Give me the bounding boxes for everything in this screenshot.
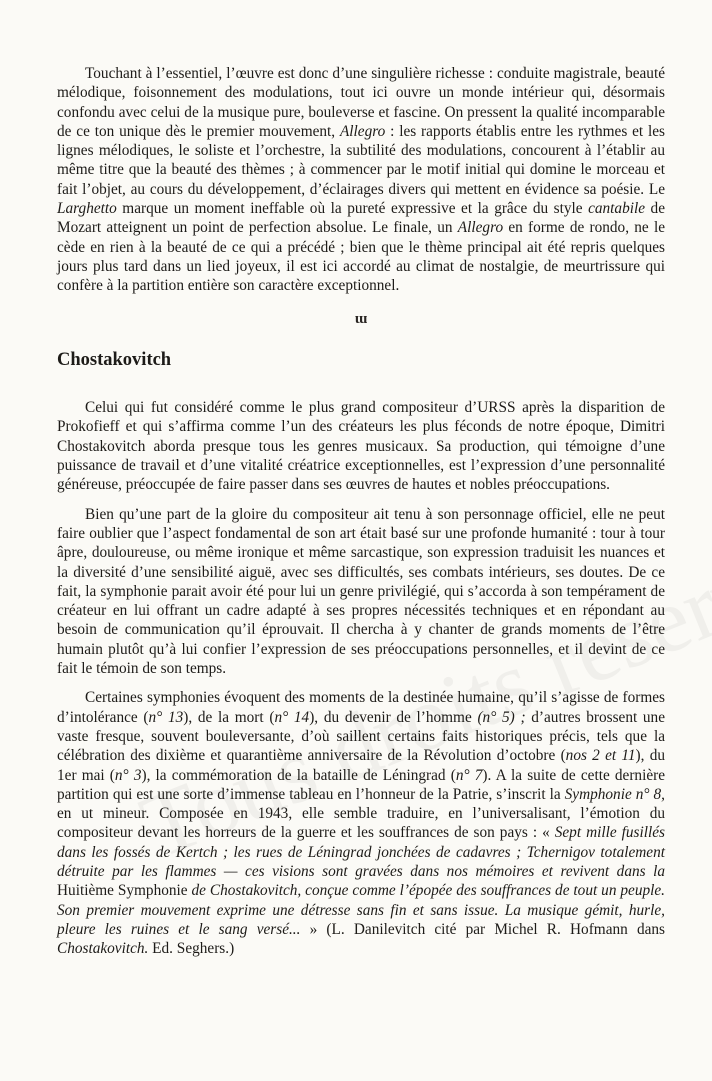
book-title: Chostakovitch. bbox=[57, 940, 149, 958]
italic-term: Allegro bbox=[457, 219, 504, 237]
text-run: de Mozart atteignent un point de perfection absolue. Le finale, un bbox=[57, 200, 665, 237]
body-paragraph-2: Bien qu’une part de la gloire du compositeur ait tenu à son personnage officiel, elle ne peut faire oublier que l’aspect fondamental de son art était basé sur une profonde humanité : tour à tour âpre, douloureuse, ou même ironique et même sarcastique, son expression traduisit les nuances et la diversité d’une sensibilité aiguë, avec ses difficultés, ses combats intérieurs, ses doutes. De ce fait, la symphonie parait avoir été pour lui un genre privilégié, qui s’accorda à son tempérament de créateur en lui offrant un cadre adapté à ses propres nécessités techniques et en répondant au besoin de communication qu’il éprouvait. Il chercha à y chanter de grands moments de l’être humain plutôt qu’à lui confier l’expression de ses préoccupations personnelles, et il devint de ce fait le témoin de son temps. bbox=[57, 505, 665, 678]
symphony-ref: nos 2 et 11 bbox=[565, 747, 636, 765]
text-run: » (L. Danilevitch cité par Michel R. Hofmann dans bbox=[300, 920, 665, 938]
text-run: ), la commémoration de la bataille de Léningrad ( bbox=[141, 766, 456, 784]
text-run: ), de la mort ( bbox=[183, 708, 275, 726]
document-page bbox=[57, 64, 665, 958]
text-run: en ut mineur. Composée en 1943, elle semble traduire, en l’universalisant, l’émotion du compositeur devant les horreurs de la guerre et les souffrances de son pays : « bbox=[57, 805, 665, 842]
italic-term: Larghetto bbox=[57, 200, 117, 218]
text-run: : les rapports établis entre les rythmes et les lignes mélodiques, le soliste et l’orchestre, la subtilité des modulations, concourent à l’établir au même titre que la beauté des thèmes ; à commencer par le motif initial qui domine le morceau et fait l’objet, au cours du développement, d’éclairages divers qui mettent en évidence sa poésie. Le bbox=[57, 122, 665, 198]
symphony-ref: Symphonie n° 8, bbox=[564, 785, 665, 803]
text-run: ), du 1er mai ( bbox=[57, 747, 665, 784]
symphony-ref: n° 3 bbox=[114, 766, 142, 784]
text-run: Certaines symphonies évoquent des moments de la destinée humaine, qu’il s’agisse de formes d’intolérance ( bbox=[57, 689, 665, 726]
text-run: en forme de rondo, ne le cède en rien à la beauté de ce qui a précédé ; bien que le thème principal ait été repris quelques jours plus tard dans un lied joyeux, il est ici accordé au climat de nostalgie, de meurtrissure qui confère à la partition entière son caractère exceptionnel. bbox=[57, 219, 665, 295]
text-run: d’autres brossent une vaste fresque, souvent bouleversante, d’où saillent certains faits historiques précis, tels que la célébration des dixième et quarantième anniversaire de la Révolution d’octobre ( bbox=[57, 708, 665, 765]
symphony-ref: n° 13 bbox=[148, 708, 184, 726]
body-paragraph-1: Celui qui fut considéré comme le plus grand compositeur d’URSS après la disparition de Prokofieff et qui s’affirma comme l’un des créateurs les plus féconds de notre époque, Dimitri Chostakovitch aborda presque tous les genres musicaux. Sa production, qui témoigne d’une puissance de travail et d’une vitalité créatrice exceptionnelles, est l’expression d’une personnalité généreuse, préoccupée de faire passer dans ses œuvres de hautes et nobles préoccupations. bbox=[57, 399, 665, 494]
body-paragraph-3 bbox=[57, 688, 665, 958]
intro-paragraph bbox=[57, 64, 665, 296]
text-run: ). A la suite de cette dernière partition qui est une sorte d’immense tableau en l’honneur de la Patrie, s’inscrit la bbox=[57, 766, 665, 803]
text-run: marque un moment ineffable où la pureté expressive et la grâce du style bbox=[116, 200, 589, 218]
symphony-ref: n° 14 bbox=[274, 708, 310, 726]
quotation: Sept mille fusillés dans les fossés de Kertch ; les rues de Léningrad jonchées de cadavres ; Tchernigov totalement détruite par les flammes — ces visions sont gravées dans nos mémoires et revivent dans la bbox=[57, 824, 665, 880]
section-title: Chostakovitch bbox=[57, 349, 172, 370]
italic-term: Allegro bbox=[339, 122, 386, 140]
text-run: ), du devenir de l’homme bbox=[309, 708, 478, 726]
text-run: Huitième Symphonie bbox=[57, 882, 192, 900]
symphony-ref: n° 7 bbox=[455, 766, 483, 784]
symphony-ref: (n° 5) ; bbox=[477, 708, 526, 726]
section-ornament: ɯ bbox=[354, 310, 368, 327]
text-run: Touchant à l’essentiel, l’œuvre est donc d’une singulière richesse : conduite magistrale, beauté mélodique, foisonnement des modulations, tout ici ouvre un monde intérieur qui, désormais confondu avec celui de la musique pure, bouleverse et fascine. On pressent la qualité incomparable de ce ton unique dès le premier mouvement, bbox=[57, 65, 665, 140]
text-run: Ed. Seghers.) bbox=[148, 940, 235, 958]
quotation: de Chostakovitch, conçue comme l’épopée des souffrances de tout un peuple. Son premier mouvement exprime une détresse sans fin et sans issue. La musique gémit, hurle, pleure les ruines et le sang versé... bbox=[57, 882, 665, 938]
italic-term: cantabile bbox=[588, 200, 646, 218]
